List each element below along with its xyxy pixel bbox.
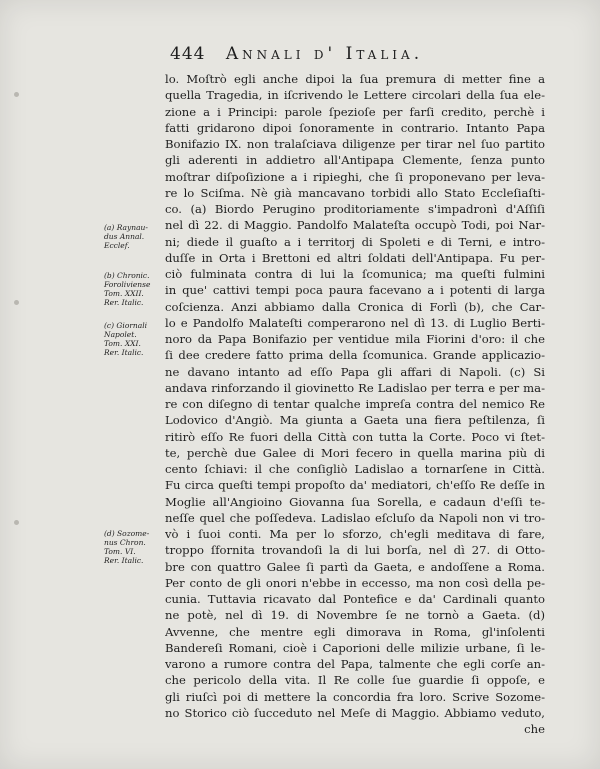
running-title: Annali d' Italia. (225, 44, 424, 64)
text-line: Bonifazio IX. non tralaſciava diligenze per tirar nel ſuo partito (165, 137, 545, 151)
binding-hole-mark (14, 300, 19, 305)
margin-note-line: Tom. XXII. (104, 289, 144, 298)
text-line: troppo ſfornita trovandoſi la di lui borſa, nel dì 27. di Otto- (165, 543, 545, 558)
text-line: Per conto de gli onori n'ebbe in eccesso, ma non così della pe- (165, 575, 545, 590)
text-line: no Storico ciò ſucceduto nel Meſe di Maggio. Abbiamo veduto, (165, 705, 545, 720)
body-text (165, 71, 545, 737)
page-number: 444 (170, 44, 206, 64)
text-line: Lodovico d'Angiò. Ma giunta a Gaeta una fiera peſtilenza, ſi (165, 413, 545, 428)
margin-note-line: (b) Chronic. (104, 271, 150, 280)
binding-hole-mark (14, 92, 19, 97)
text-line: vò i ſuoi conti. Ma per lo sforzo, ch'egli meditava di fare, (165, 527, 545, 541)
margin-note-line: (a) Raynau- (104, 223, 148, 232)
text-line: zione a i Principi: parole ſpezioſe per farſi credito, perchè i (165, 104, 545, 119)
text-line: co. (a) Biordo Perugino proditoriamente s'impadronì d'Aſſiſi (165, 202, 545, 216)
text-line: re lo Sciſma. Nè già mancavano torbidi allo Stato Eccleſiaſti- (165, 185, 545, 200)
text-line: cento ſchiavi: il che conſigliò Ladislao a tornarſene in Città. (165, 462, 545, 476)
binding-hole-mark (14, 520, 19, 525)
margin-note-line: Tom. VI. (104, 547, 136, 556)
text-line: ne potè, nel dì 19. di Novembre ſe ne tornò a Gaeta. (d) (165, 608, 545, 623)
margin-note-line: nus Chron. (104, 538, 146, 547)
text-line: coſcienza. Anzi abbiamo dalla Cronica di Forlì (b), che Car- (165, 299, 545, 314)
margin-note-line: (c) Giornali (104, 321, 148, 330)
text-line: moſtrar diſpoſizione a i ripieghi, che ſi proponevano per leva- (165, 169, 545, 184)
text-line: che pericolo della vita. Il Re colle ſue guardie ſi oppoſe, e (165, 673, 545, 688)
margin-note-c (104, 321, 170, 357)
margin-note-d (104, 529, 170, 565)
margin-note-b (104, 271, 170, 307)
margin-note-line: Napolet. (104, 330, 137, 339)
catchword: che (524, 722, 545, 736)
text-line: nel dì 22. di Maggio. Pandolfo Malateſta occupò Todi, poi Nar- (165, 218, 545, 233)
text-line: gli aderenti in addietro all'Antipapa Clemente, ſenza punto (165, 153, 545, 168)
text-line: bre con quattro Galee ſi partì da Gaeta, e andoſſene a Roma. (165, 559, 545, 574)
margin-note-line: Tom. XXI. (104, 339, 141, 348)
margin-note-a (104, 223, 170, 250)
text-line: neſſe quel che poſſedeva. Ladislao eſcluſo da Napoli non vi tro- (165, 510, 545, 525)
margin-note-line: dus Annal. (104, 232, 145, 241)
margin-note-line: Rer. Italic. (104, 556, 144, 565)
text-line: noro da Papa Bonifazio per ventidue mila Fiorini d'oro: il che (165, 332, 545, 346)
text-line: varono a rumore contra del Papa, talmente che egli corſe an- (165, 657, 545, 671)
text-line: Moglie all'Angioino Giovanna ſua Sorella, e cadaun d'eſſi te- (165, 494, 545, 509)
margin-note-line: (d) Sozome- (104, 529, 150, 538)
text-line: andava rinforzando il giovinetto Re Ladislao per terra e per ma- (165, 380, 545, 395)
text-line: re con diſegno di tentar qualche impreſa contra del nemico Re (165, 397, 545, 411)
text-line: Avvenne, che mentre egli dimorava in Roma, gl'inſolenti (165, 624, 545, 639)
text-line: quella Tragedia, in iſcrivendo le Lettere circolari della ſua ele- (165, 88, 545, 103)
text-line: duſſe in Orta i Brettoni ed altri ſoldati dell'Antipapa. Fu per- (165, 250, 545, 265)
running-head (170, 44, 500, 68)
text-line: ne davano intanto ad eſſo Papa gli affari di Napoli. (c) Si (165, 364, 545, 379)
margin-note-line: Rer. Italic. (104, 298, 144, 307)
text-line: gli riuſcì poi di mettere la concordia fra loro. Scrive Sozome- (165, 689, 545, 704)
text-line: fatti gridarono dipoi ſonoramente in contrario. Intanto Papa (165, 120, 545, 135)
text-line: in que' cattivi tempi poca paura facevano a i potenti di larga (165, 283, 545, 298)
text-line: ſi dee credere fatto prima della ſcomunica. Grande applicazio- (165, 348, 545, 363)
margin-note-line: Foroliviense (104, 280, 151, 289)
text-line: te, perchè due Galee di Mori fecero in quella marina più di (165, 445, 545, 460)
text-line: cunia. Tuttavia ricavato dal Pontefice e da' Cardinali quanto (165, 592, 545, 606)
margin-note-line: Rer. Italic. (104, 348, 144, 357)
text-line: Fu circa queſti tempi propoſto da' mediatori, ch'eſſo Re deſſe in (165, 478, 545, 493)
text-line: Bandereſi Romani, cioè i Caporioni delle milizie urbane, ſi le- (165, 640, 545, 655)
text-line: ciò fulminata contra di lui la ſcomunica; ma queſti fulmini (165, 267, 545, 281)
text-line: ni; diede il guaſto a i territorj di Spoleti e di Terni, e intro- (165, 234, 545, 249)
text-line: ritirò eſſo Re fuori della Città con tutta la Corte. Poco vi ſtet- (165, 429, 545, 444)
text-line: lo e Pandolfo Malateſti comperarono nel dì 13. di Luglio Berti- (165, 315, 545, 330)
text-line: lo. Moſtrò egli anche dipoi la ſua premura di metter fine a (165, 72, 545, 86)
margin-note-line: Ecclef. (104, 241, 130, 250)
